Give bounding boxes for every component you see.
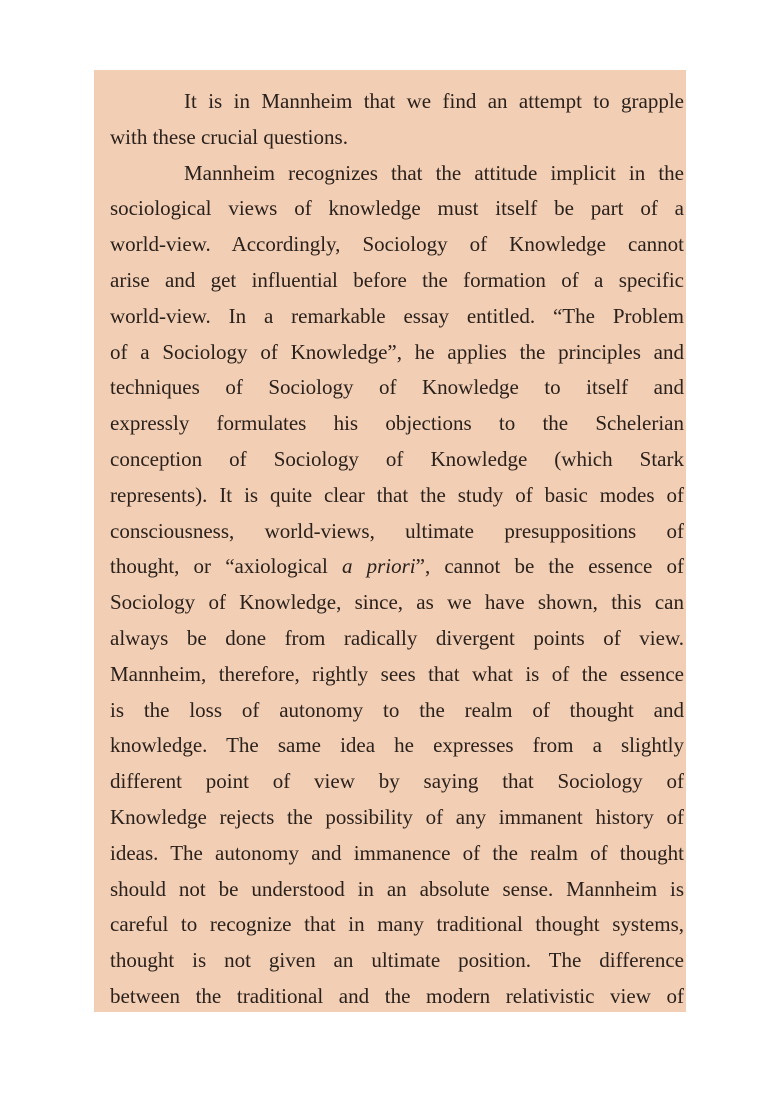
text-line: careful to recognize that in many traditional thought systems, <box>110 912 684 937</box>
text-line: techniques of Sociology of Knowledge to itself and <box>110 375 684 400</box>
text-line: arise and get influential before the formation of a specific <box>110 267 684 292</box>
body-text <box>110 84 684 1015</box>
text-line: sociological views of knowledge must itself be part of a <box>110 196 684 221</box>
italic-term: a priori <box>341 554 416 579</box>
text-line: thought is not given an ultimate position. The difference <box>110 948 684 973</box>
text-line <box>110 549 684 585</box>
text-span: ”, cannot be the essence of <box>415 554 684 579</box>
scanned-page <box>94 70 686 1012</box>
text-line: represents). It is quite clear that the study of basic modes of <box>110 482 684 507</box>
text-span: thought, or “axiological <box>110 554 342 579</box>
text-line: It is in Mannheim that we find an attempt to grapple <box>184 89 684 113</box>
text-line: Sociology of Knowledge, since, as we have shown, this can <box>110 590 684 615</box>
text-line: always be done from radically divergent points of view. <box>110 625 684 650</box>
text-line: consciousness, world-views, ultimate presuppositions of <box>110 518 684 543</box>
text-line: should not be understood in an absolute sense. Mannheim is <box>110 876 684 901</box>
text-line: conception of Sociology of Knowledge (which Stark <box>110 446 684 471</box>
text-line: Mannheim, therefore, rightly sees that what is of the essence <box>110 661 684 686</box>
text-line: of a Sociology of Knowledge”, he applies the principles and <box>110 339 684 364</box>
text-line: with these crucial questions. <box>110 124 348 149</box>
text-line: Knowledge rejects the possibility of any immanent history of <box>110 804 684 829</box>
text-line: Mannheim recognizes that the attitude implicit in the <box>184 160 684 185</box>
text-line: world-view. Accordingly, Sociology of Knowledge cannot <box>110 232 684 257</box>
text-line: expressly formulates his objections to the Schelerian <box>110 411 684 436</box>
text-line: is the loss of autonomy to the realm of thought and <box>110 697 684 722</box>
text-line: world-view. In a remarkable essay entitled. “The Problem <box>110 303 684 328</box>
text-line: different point of view by saying that Sociology of <box>110 769 684 794</box>
text-line: ideas. The autonomy and immanence of the realm of thought <box>110 840 684 865</box>
text-line: knowledge. The same idea he expresses from a slightly <box>110 733 684 758</box>
text-line: between the traditional and the modern relativistic view of <box>110 983 684 1008</box>
